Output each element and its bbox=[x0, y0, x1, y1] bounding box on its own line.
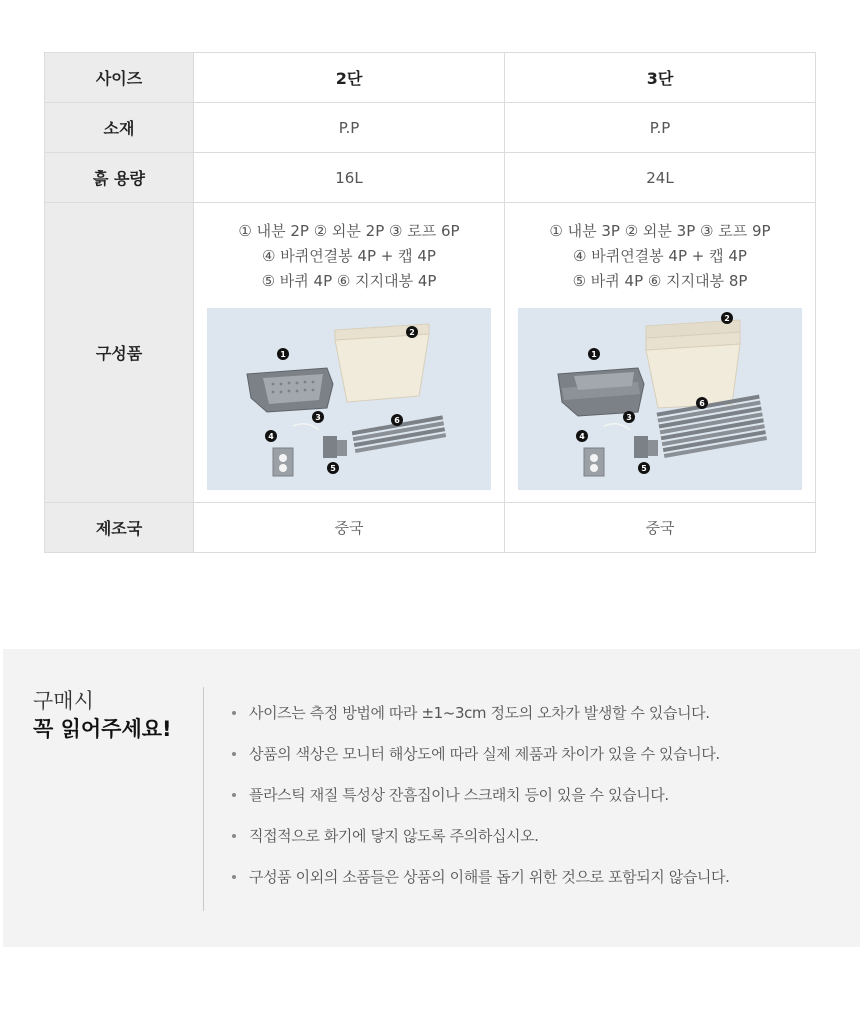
spec-row-material bbox=[45, 103, 816, 153]
spec-value: 24L bbox=[505, 153, 816, 203]
components-list bbox=[505, 215, 815, 294]
spec-components-cell bbox=[505, 203, 816, 503]
marker-label: 6 bbox=[394, 416, 400, 425]
spec-row-origin bbox=[45, 503, 816, 553]
spec-row-capacity bbox=[45, 153, 816, 203]
notice-divider bbox=[203, 687, 204, 911]
spec-label: 사이즈 bbox=[45, 53, 194, 103]
product-photo-illustration bbox=[207, 308, 491, 490]
marker-label: 6 bbox=[699, 399, 705, 408]
notice-item: 상품의 색상은 모니터 해상도에 따라 실제 제품과 차이가 있을 수 있습니다. bbox=[232, 741, 729, 782]
spec-label: 흙 용량 bbox=[45, 153, 194, 203]
marker-label: 2 bbox=[409, 328, 415, 337]
components-line: ④ 바퀴연결봉 4P + 캡 4P bbox=[262, 247, 436, 265]
notice-title bbox=[33, 687, 172, 743]
spec-value: 중국 bbox=[194, 503, 505, 553]
marker-label: 5 bbox=[641, 464, 647, 473]
notice-title-line2: 꼭 읽어주세요! bbox=[33, 717, 172, 741]
components-line: ① 내분 3P ② 외분 3P ③ 로프 9P bbox=[549, 222, 771, 240]
spec-table bbox=[44, 52, 816, 553]
marker-label: 5 bbox=[330, 464, 336, 473]
notice-item: 직접적으로 화기에 닿지 않도록 주의하십시오. bbox=[232, 823, 729, 864]
product-photo-illustration bbox=[518, 308, 802, 490]
components-line: ⑤ 바퀴 4P ⑥ 지지대봉 4P bbox=[261, 272, 437, 290]
components-line: ① 내분 2P ② 외분 2P ③ 로프 6P bbox=[238, 222, 460, 240]
spec-value: P.P bbox=[194, 103, 505, 153]
product-photo-3tier bbox=[518, 308, 802, 490]
notice-item: 구성품 이외의 소품들은 상품의 이해를 돕기 위한 것으로 포함되지 않습니다. bbox=[232, 864, 729, 905]
spec-row-size bbox=[45, 53, 816, 103]
marker-label: 3 bbox=[626, 413, 632, 422]
purchase-notice bbox=[3, 649, 860, 947]
components-list bbox=[194, 215, 504, 294]
notice-list bbox=[232, 700, 729, 905]
spec-value: P.P bbox=[505, 103, 816, 153]
spec-components-cell bbox=[194, 203, 505, 503]
marker-label: 1 bbox=[591, 350, 597, 359]
marker-label: 3 bbox=[315, 413, 321, 422]
spec-value: 중국 bbox=[505, 503, 816, 553]
components-line: ⑤ 바퀴 4P ⑥ 지지대봉 8P bbox=[572, 272, 748, 290]
notice-title-line1: 구매시 bbox=[33, 689, 94, 713]
spec-value: 16L bbox=[194, 153, 505, 203]
product-photo-2tier bbox=[207, 308, 491, 490]
notice-item: 사이즈는 측정 방법에 따라 ±1~3cm 정도의 오차가 발생할 수 있습니다. bbox=[232, 700, 729, 741]
spec-label: 구성품 bbox=[45, 203, 194, 503]
marker-label: 1 bbox=[280, 350, 286, 359]
spec-label: 제조국 bbox=[45, 503, 194, 553]
spec-value: 3단 bbox=[505, 53, 816, 103]
marker-label: 2 bbox=[724, 314, 730, 323]
marker-label: 4 bbox=[579, 432, 585, 441]
components-line: ④ 바퀴연결봉 4P + 캡 4P bbox=[573, 247, 747, 265]
spec-label: 소재 bbox=[45, 103, 194, 153]
spec-row-components bbox=[45, 203, 816, 503]
marker-label: 4 bbox=[268, 432, 274, 441]
notice-item: 플라스틱 재질 특성상 잔흠집이나 스크래치 등이 있을 수 있습니다. bbox=[232, 782, 729, 823]
spec-value: 2단 bbox=[194, 53, 505, 103]
